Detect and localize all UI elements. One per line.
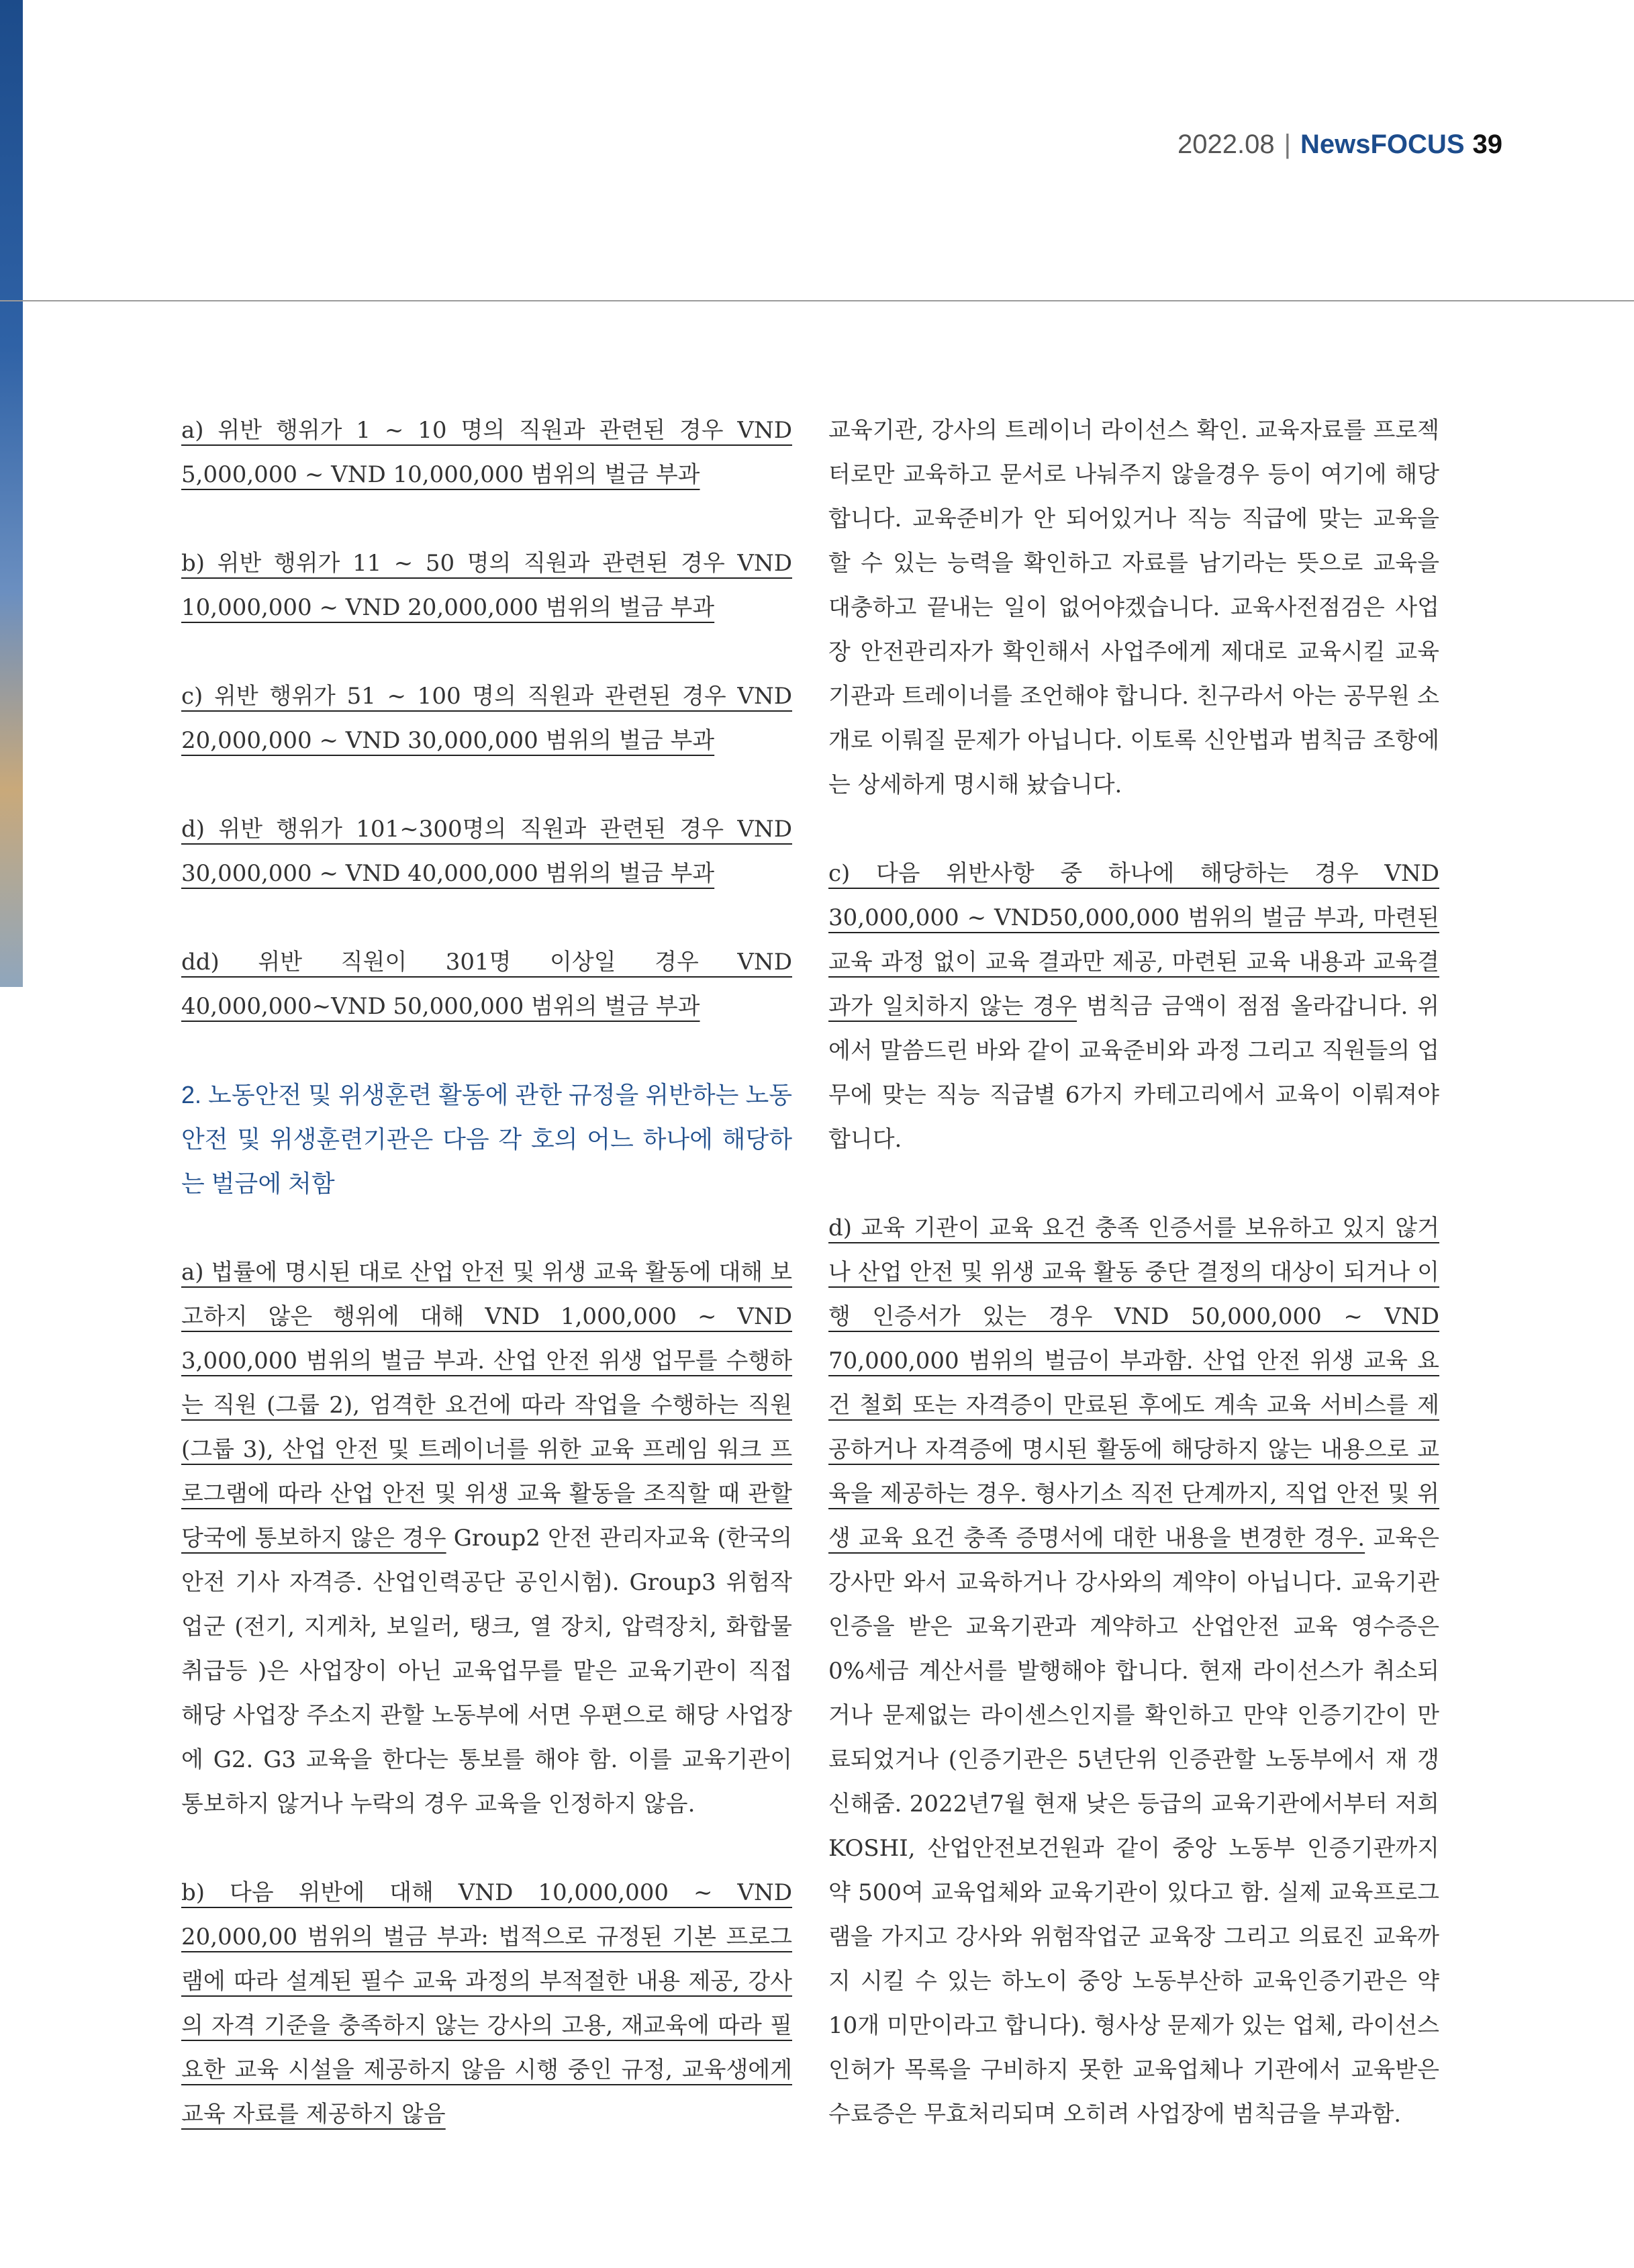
paragraph-b-text: b) 다음 위반에 대해 VND 10,000,000 ~ VND 20,000,00 범위의 벌금 부과: 법적으로 규정된 기본 프로그램에 따라 설계된 필수 교육 과정의 부적절한 내용 제공, 강사의 자격 기준을 충족하지 않는 강사의 고용, 재교육에 따라 필요한 교육 시설을 제공하지 않음 시행 중인 규정, 교육생에게 교육 자료를 제공하지 않음: [181, 1879, 792, 2128]
penalty-item-dd-text: dd) 위반 직원이 301명 이상일 경우 VND 40,000,000~VND 50,000,000 범위의 벌금 부과: [181, 949, 792, 1020]
penalty-item-c-text: c) 위반 행위가 51 ~ 100 명의 직원과 관련된 경우 VND 20,000,000 ~ VND 30,000,000 범위의 벌금 부과: [181, 683, 792, 754]
paragraph-a-underlined: a) 법률에 명시된 대로 산업 안전 및 위생 교육 활동에 대해 보고하지 않은 행위에 대해 VND 1,000,000 ~ VND 3,000,000 범위의 벌금 부과. 산업 안전 위생 업무를 수행하는 직원 (그룹 2), 엄격한 요건에 따라 작업을 수행하는 직원 (그룹 3), 산업 안전 및 트레이너를 위한 교육 프레임 워크 프로그램에 따라 산업 안전 및 위생 교육 활동을 조직할 때 관할 당국에 통보하지 않은 경우: [181, 1259, 792, 1552]
cover-image-edge: [0, 0, 23, 987]
magazine-brand-focus: FOCUS: [1370, 129, 1465, 159]
left-column: [181, 408, 792, 2136]
header-divider: [0, 300, 1634, 301]
penalty-item-c: [181, 674, 792, 763]
header-separator: |: [1284, 129, 1291, 159]
paragraph-c-rest: 범칙금 금액이 점점 올라갑니다. 위에서 말씀드린 바와 같이 교육준비와 과정 그리고 직원들의 업무에 맞는 직능 직급별 6가지 카테고리에서 교육이 이뤄져야 합니다.: [828, 993, 1440, 1153]
paragraph-b: [181, 1871, 792, 2136]
penalty-item-d: [181, 807, 792, 896]
penalty-item-a: [181, 408, 792, 497]
paragraph-a-rest: Group2 안전 관리자교육 (한국의 안전 기사 자격증. 산업인력공단 공인시험). Group3 위험작업군 (전기, 지게차, 보일러, 탱크, 열 장치, 압력장치, 화합물 취급등 )은 사업장이 아닌 교육업무를 맡은 교육기관이 직접해당 사업장 주소지 관할 노동부에 서면 우편으로 해당 사업장에 G2. G3 교육을 한다는 통보를 해야 함. 이를 교육기관이 통보하지 않거나 누락의 경우 교육을 인정하지 않음.: [181, 1525, 792, 1817]
paragraph-d-rest: 교육은 강사만 와서 교육하거나 강사와의 계약이 아닙니다. 교육기관 인증을 받은 교육기관과 계약하고 산업안전 교육 영수증은 0%세금 계산서를 발행해야 합니다. 현재 라이선스가 취소되거나 문제없는 라이센스인지를 확인하고 만약 인증기간이 만료되었거나 (인증기관은 5년단위 인증관할 노동부에서 재 갱신해줌. 2022년7월 현재 낮은 등급의 교육기관에서부터 저희 KOSHI, 산업안전보건원과 같이 중앙 노동부 인증기관까지 약 500여 교육업체와 교육기관이 있다고 함. 실제 교육프로그램을 가지고 강사와 위험작업군 교육장 그리고 의료진 교육까지 시킬 수 있는 하노이 중앙 노동부산하 교육인증기관은 약 10개 미만이라고 합니다). 형사상 문제가 있는 업체, 라이선스 인허가 목록을 구비하지 못한 교육업체나 기관에서 교육받은 수료증은 무효처리되며 오히려 사업장에 범칙금을 부과함.: [828, 1525, 1439, 2128]
penalty-item-dd: [181, 940, 792, 1029]
paragraph-c: [828, 851, 1439, 1162]
paragraph-d-underlined: d) 교육 기관이 교육 요건 충족 인증서를 보유하고 있지 않거나 산업 안전 및 위생 교육 활동 중단 결정의 대상이 되거나 이행 인증서가 있는 경우 VND 50,000,000 ~ VND 70,000,000 범위의 벌금이 부과함. 산업 안전 위생 교육 요건 철회 또는 자격증이 만료된 후에도 계속 교육 서비스를 제공하거나 자격증에 명시된 활동에 해당하지 않는 내용으로 교육을 제공하는 경우. 형사기소 직전 단계까지, 직업 안전 및 위생 교육 요건 충족 증명서에 대한 내용을 변경한 경우.: [828, 1215, 1439, 1552]
page-header: [1178, 124, 1502, 164]
issue-date: 2022.08: [1178, 129, 1275, 159]
paragraph-d: [828, 1206, 1439, 2136]
penalty-item-b: [181, 541, 792, 630]
paragraph-a: [181, 1250, 792, 1826]
penalty-item-b-text: b) 위반 행위가 11 ~ 50 명의 직원과 관련된 경우 VND 10,000,000 ~ VND 20,000,000 범위의 벌금 부과: [181, 550, 792, 621]
paragraph-intro: 교육기관, 강사의 트레이너 라이선스 확인. 교육자료를 프로젝터로만 교육하고 문서로 나눠주지 않을경우 등이 여기에 해당합니다. 교육준비가 안 되어있거나 직능 직급에 맞는 교육을 할 수 있는 능력을 확인하고 자료를 남기라는 뜻으로 교육을 대충하고 끝내는 일이 없어야겠습니다. 교육사전점검은 사업장 안전관리자가 확인해서 사업주에게 제대로 교육시킬 교육기관과 트레이너를 조언해야 합니다. 친구라서 아는 공무원 소개로 이뤄질 문제가 아닙니다. 이토록 신안법과 범칙금 조항에는 상세하게 명시해 놨습니다.: [828, 417, 1439, 798]
penalty-item-d-text: d) 위반 행위가 101~300명의 직원과 관련된 경우 VND 30,000,000 ~ VND 40,000,000 범위의 벌금 부과: [181, 816, 792, 887]
paragraph-c-underlined: c) 다음 위반사항 중 하나에 해당하는 경우 VND 30,000,000 ~ VND50,000,000 범위의 벌금 부과, 마련된 교육 과정 없이 교육 결과만 제공, 마련된 교육 내용과 교육결과가 일치하지 않는 경우: [828, 860, 1439, 1020]
right-column: [828, 408, 1439, 2136]
penalty-item-a-text: a) 위반 행위가 1 ~ 10 명의 직원과 관련된 경우 VND 5,000,000 ~ VND 10,000,000 범위의 벌금 부과: [181, 417, 792, 488]
section-heading: 2. 노동안전 및 위생훈련 활동에 관한 규정을 위반하는 노동 안전 및 위생훈련기관은 다음 각 호의 어느 하나에 해당하는 벌금에 처함: [181, 1081, 792, 1197]
page-number: 39: [1472, 129, 1502, 159]
magazine-brand-news: News: [1300, 129, 1371, 159]
